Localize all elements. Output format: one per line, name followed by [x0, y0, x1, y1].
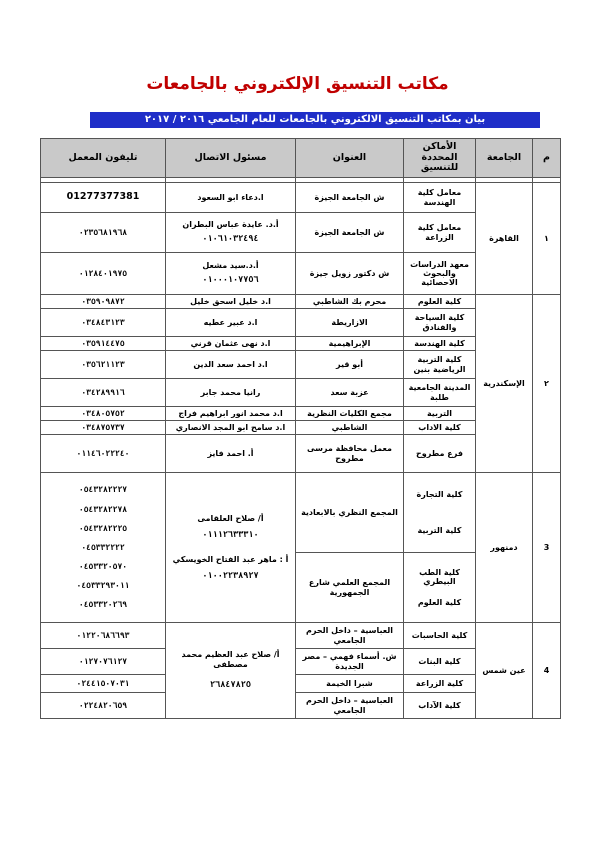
header-places: الأماكن المحددة للتنسيق [404, 139, 476, 178]
address-cell: ش الجامعة الجيزة [296, 183, 404, 213]
address-cell: محرم بك الشاطبي [296, 295, 404, 309]
contact-cell [166, 623, 296, 719]
address-cell: ش. أسماء فهمي – مصر الجديدة [296, 649, 404, 675]
contact-name: أ/ صلاح عبد العظيم محمد مصطفى [181, 650, 280, 669]
address-cell: عزبة سعد [296, 379, 404, 407]
header-university: الجامعة [476, 139, 533, 178]
phone-line: ٠٤٥٣٣٢٩٣٠١١ [76, 581, 130, 591]
contact-name: أ/ صلاح العلقامى [197, 513, 264, 523]
phone-cell: ٠٣٥٩١٤٤٧٥ [41, 337, 166, 351]
college-name: كلية الطب البيطري [419, 567, 460, 586]
table-row [41, 623, 561, 649]
header-contact: مسئول الاتصال [166, 139, 296, 178]
address-cell: العباسية – داخل الحرم الجامعي [296, 693, 404, 719]
phone-cell: ٠٣٤٨٤٣١٢٣ [41, 309, 166, 337]
college-name: كلية التجارة [416, 490, 463, 500]
address-cell: ش دكتور زويل جيزة [296, 253, 404, 295]
contact-phone: ٠١١١٢٦٣٣٣١٠ [202, 529, 259, 540]
address-cell: العباسية – داخل الحرم الجامعي [296, 623, 404, 649]
coordination-offices-table [40, 138, 561, 719]
phone-cell: 01277377381 [41, 183, 166, 213]
header-address: العنوان [296, 139, 404, 178]
place-cell: التربية [404, 407, 476, 421]
place-cell: كلية الآداب [404, 693, 476, 719]
contact-phone: ٢٦٨٤٧٨٢٥ [210, 679, 251, 690]
header-phone: تليفون المعمل [41, 139, 166, 178]
address-cell: الشاطبي [296, 421, 404, 435]
phone-cell: ٠١٢٨٤٠١٩٧٥ [41, 253, 166, 295]
address-cell: شبرا الخيمة [296, 675, 404, 693]
phone-line: ٠٤٥٣٣٢٠٥٧٠ [78, 562, 128, 572]
contact-cell: ا.د سامح ابو المجد الانصاري [166, 421, 296, 435]
contact-name: أ.د.سيد مشعل [202, 261, 259, 271]
page-title: مكاتب التنسيق الإلكتروني بالجامعات [146, 74, 449, 94]
phone-cell: ٠١٢٢٠٦٨٦٦٩٣ [41, 623, 166, 649]
phone-cell [41, 473, 166, 623]
phone-cell: ٠٣٤٨٧٥٧٣٧ [41, 421, 166, 435]
phone-cell: ٠٣٤٢٨٩٩١٦ [41, 379, 166, 407]
place-cell: فرع مطروح [404, 435, 476, 473]
place-cell: المدينة الجامعية طلبة [404, 379, 476, 407]
place-cell [404, 553, 476, 623]
phone-line: ٠٥٤٣٢٨٢٢٢٥ [78, 523, 128, 533]
phone-cell: ٠٣٤٨٠٥٧٥٢ [41, 407, 166, 421]
place-cell: كلية الاداب [404, 421, 476, 435]
phone-line: ٠٥٤٣٢٨٢٢٧٨ [78, 504, 128, 514]
college-name: كلية التربية [417, 525, 462, 535]
address-cell: أبو قير [296, 351, 404, 379]
contact-cell: رانيا محمد جابر [166, 379, 296, 407]
place-cell: كلية الهندسة [404, 337, 476, 351]
university-name: الإسكندرية [476, 295, 533, 473]
address-cell: الإبراهيمية [296, 337, 404, 351]
table-row [41, 183, 561, 213]
table-header-row [41, 139, 561, 178]
table-caption: بيان بمكاتب التنسيق الالكتروني بالجامعات للعام الجامعي ٢٠١٦ / ٢٠١٧ [90, 112, 540, 128]
table-row [41, 473, 561, 553]
contact-name: أ : ماهر عبد الفتاح الخويسكي [172, 554, 289, 564]
contact-cell [166, 473, 296, 623]
contact-cell: ا.د خليل اسحق خليل [166, 295, 296, 309]
contact-phone: ٠١٠٠٠١٠٧٧٥٦ [202, 275, 259, 286]
row-num: ١ [533, 183, 561, 295]
place-cell [404, 473, 476, 553]
contact-name: أ.د. عايدة عباس البطران [182, 220, 279, 230]
place-cell: كلية الحاسبات [404, 623, 476, 649]
place-cell: كلية السياحة والفنادق [404, 309, 476, 337]
phone-cell: ٠١١٤٦٠٢٢٢٤٠ [41, 435, 166, 473]
place-cell: معامل كلية الزراعة [404, 213, 476, 253]
contact-cell: ا.د عبير عطيه [166, 309, 296, 337]
contact-cell [166, 213, 296, 253]
row-num: ٢ [533, 295, 561, 473]
contact-cell [166, 253, 296, 295]
contact-cell: ا.دعاء ابو السعود [166, 183, 296, 213]
address-cell: المجمع العلمي شارع الجمهورية [296, 553, 404, 623]
contact-cell: ا.د نهى عثمان قرني [166, 337, 296, 351]
place-cell: كلية العلوم [404, 295, 476, 309]
contact-phone: ٠١٠٦١٠٣٢٤٩٤ [202, 234, 259, 245]
phone-cell: ٠١٢٧٠٧٦١٢٧ [41, 649, 166, 675]
place-cell: معامل كلية الهندسة [404, 183, 476, 213]
address-cell: ش الجامعة الجيزة [296, 213, 404, 253]
header-num: م [533, 139, 561, 178]
row-num: 4 [533, 623, 561, 719]
phone-cell: ٠٢٣٥٦٨١٩٦٨ [41, 213, 166, 253]
place-cell: كلية البنات [404, 649, 476, 675]
contact-cell: ا.د محمد انور ابراهيم فراج [166, 407, 296, 421]
contact-cell: أ. احمد فايز [166, 435, 296, 473]
place-cell: معهد الدراسات والبحوث الاحصائية [404, 253, 476, 295]
university-name: عين شمس [476, 623, 533, 719]
phone-cell: ٠٢٤٤١٥٠٧٠٣١ [41, 675, 166, 693]
contact-phone: ٠١٠٠٢٢٣٨٩٢٧ [202, 570, 259, 581]
university-name: دمنهور [476, 473, 533, 623]
address-cell: معمل محافظة مرسى مطروح [296, 435, 404, 473]
phone-line: ٠٤٥٣٣٢٠٢٦٩ [78, 600, 128, 610]
phone-line: ٠٥٤٣٢٨٢٢٢٧ [78, 485, 128, 495]
address-cell: المجمع النظري بالابعادية [296, 473, 404, 553]
row-num: 3 [533, 473, 561, 623]
college-name: كلية العلوم [417, 598, 462, 608]
phone-cell: ٠٢٢٤٨٢٠٦٥٩ [41, 693, 166, 719]
phone-cell: ٠٣٥٦٢١١٢٣ [41, 351, 166, 379]
table-row [41, 295, 561, 309]
address-cell: مجمع الكليات النظرية [296, 407, 404, 421]
phone-line: ٠٤٥٣٣٢٢٢٢ [81, 542, 125, 552]
place-cell: كلية التربية الرياضية بنين [404, 351, 476, 379]
address-cell: الازاريطة [296, 309, 404, 337]
phone-cell: ٠٣٥٩٠٩٨٧٢ [41, 295, 166, 309]
university-name: القاهرة [476, 183, 533, 295]
contact-cell: ا.د احمد سعد الدين [166, 351, 296, 379]
place-cell: كلية الزراعة [404, 675, 476, 693]
